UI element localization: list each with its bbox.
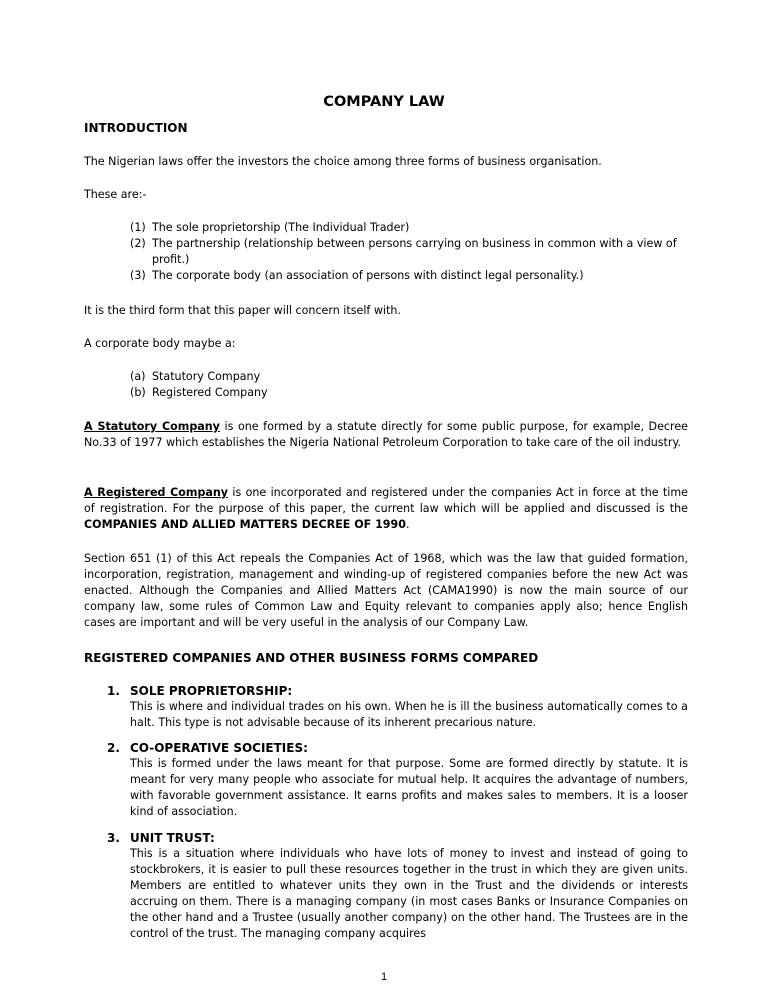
corporate-body-paragraph: A corporate body maybe a: — [84, 337, 236, 350]
list-item: (3) The corporate body (an association of persons with distinct legal personality.) — [130, 269, 584, 282]
list-item: (a) Statutory Company — [130, 370, 261, 383]
item-title: UNIT TRUST: — [130, 831, 215, 845]
item-body: This is formed under the laws meant for that purpose. Some are formed directly by statute. It is meant for very many people who associate for mutual help. It acquires the advantage of numbers, with favorable government assistance. It earns profits and makes sales to members. It is a looser kind of association. — [130, 757, 688, 818]
registered-company-term: A Registered Company — [84, 486, 229, 499]
comparison-item-unit-trust: 3. UNIT TRUST: This is a situation where individuals who have lots of money to invest and instead of going to stockbrokers, it is easier to pull these resources together in the trust in which they are given units. Members are entitled to whatever units they own in the Trust and the dividends or interests accruing on them. There is a managing company (in most cases Banks or Insurance Companies on the other hand and a Trustee (usually another company) on the other hand. The Trustees are in the control of the trust. The managing company acquires — [107, 831, 688, 940]
corporate-body-list — [130, 369, 688, 401]
item-title: CO-OPERATIVE SOCIETIES: — [130, 741, 308, 755]
comparison-heading: REGISTERED COMPANIES AND OTHER BUSINESS FORMS COMPARED — [84, 651, 539, 665]
list-item: (b) Registered Company — [130, 386, 268, 399]
item-title: SOLE PROPRIETORSHIP: — [130, 684, 293, 698]
intro-paragraph: The Nigerian laws offer the investors the choice among three forms of business organisation. — [84, 155, 602, 168]
page-title: COMPANY LAW — [323, 94, 445, 110]
statutory-company-term: A Statutory Company — [84, 420, 220, 433]
third-form-paragraph: It is the third form that this paper will concern itself with. — [84, 304, 401, 317]
introduction-heading: INTRODUCTION — [84, 121, 188, 135]
statutory-company-paragraph: A Statutory Company is one formed by a statute directly for some public purpose, for example, Decree No.33 of 1977 which establishes the Nigeria National Petroleum Corporation to take care of the oil industry. — [84, 420, 688, 449]
section-651-paragraph: Section 651 (1) of this Act repeals the Companies Act of 1968, which was the law that guided formation, incorporation, registration, management and winding-up of registered companies before the new Act was enacted. Although the Companies and Allied Matters Act (CAMA1990) is now the main source of our company law, some rules of Common Law and Equity relevant to companies apply also; hence English cases are important and will be very useful in the analysis of our Company Law. — [84, 552, 688, 629]
page-number: 1 — [380, 971, 388, 983]
item-body: This is where and individual trades on his own. When he is ill the business automatically comes to a halt. This type is not advisable because of its inherent precarious nature. — [130, 700, 688, 729]
these-are-paragraph: These are:- — [84, 188, 147, 201]
comparison-item-sole-proprietorship: 1. SOLE PROPRIETORSHIP: This is where and individual trades on his own. When he is ill the business automatically comes to a halt. This type is not advisable because of its inherent precarious nature. — [107, 684, 688, 729]
list-item: (2) The partnership (relationship between persons carrying on business in common with a view of profit.) — [130, 237, 677, 266]
list-item: (1) The sole proprietorship (The Individual Trader) — [130, 221, 410, 234]
business-forms-list — [130, 220, 688, 284]
decree-name: COMPANIES AND ALLIED MATTERS DECREE OF 1990 — [84, 518, 406, 531]
registered-company-paragraph: A Registered Company is one incorporated and registered under the companies Act in force at the time of registration. For the purpose of this paper, the current law which will be applied and discussed is the COMPANIES AND ALLIED MATTERS DECREE OF 1990. — [84, 486, 688, 531]
item-body: This is a situation where individuals who have lots of money to invest and instead of going to stockbrokers, it is easier to pull these resources together in the trust in which they are given units. Members are entitled to whatever units they own in the Trust and the dividends or interests accruing on them. There is a managing company (in most cases Banks or Insurance Companies on the other hand and a Trustee (usually another company) on the other hand. The Trustees are in the control of the trust. The managing company acquires — [130, 847, 688, 940]
comparison-item-co-operative-societies: 2. CO-OPERATIVE SOCIETIES: This is formed under the laws meant for that purpose. Some are formed directly by statute. It is meant for very many people who associate for mutual help. It acquires the advantage of numbers, with favorable government assistance. It earns profits and makes sales to members. It is a looser kind of association. — [107, 741, 688, 818]
